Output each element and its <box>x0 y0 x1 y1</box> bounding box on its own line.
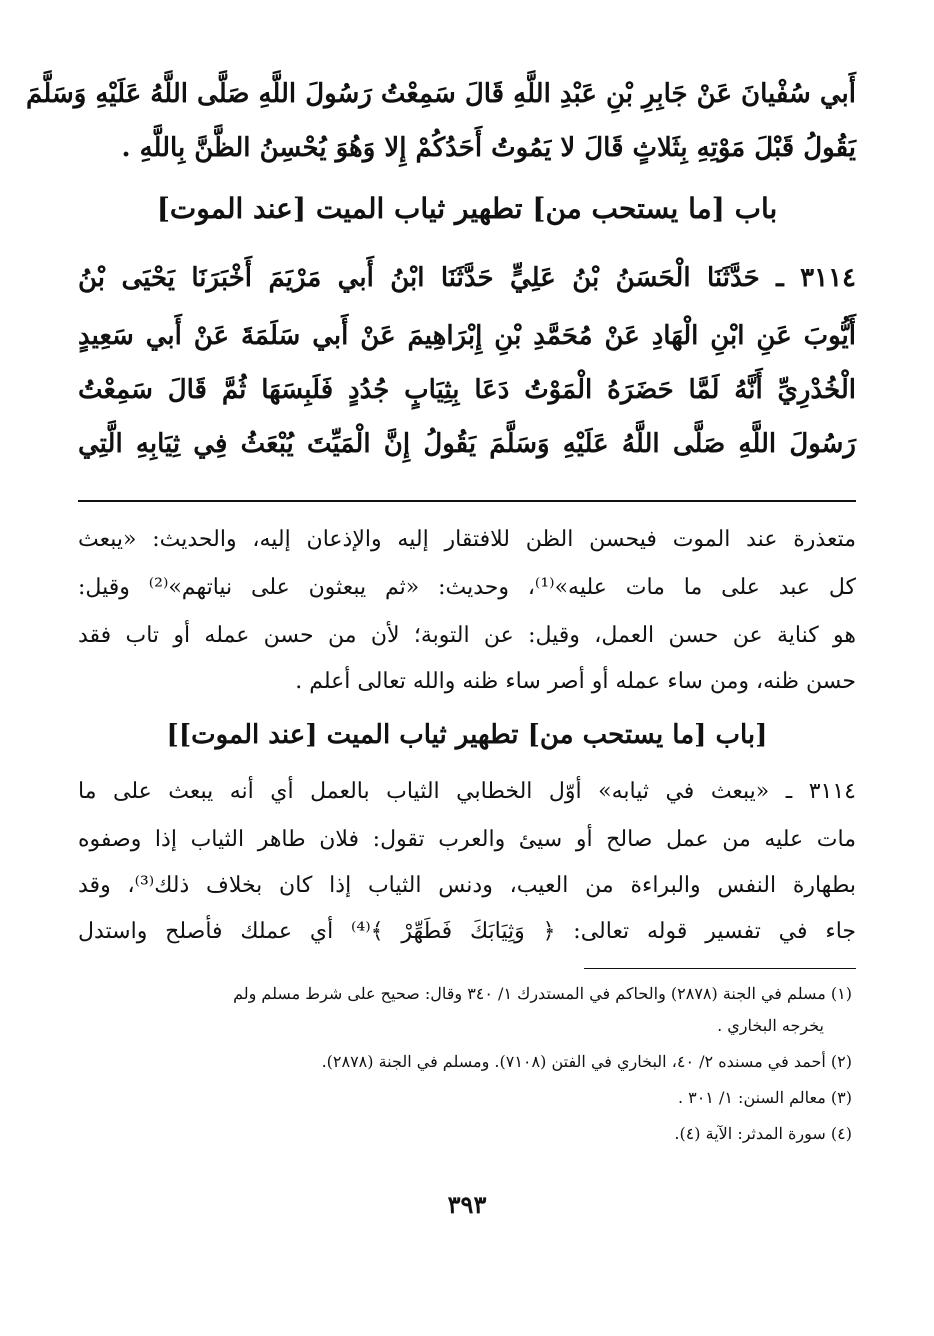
hadith-3114-line-2: أَيُّوبَ عَنِ ابْنِ الْهَادِ عَنْ مُحَمَّدِ بْنِ إِبْرَاهِيمَ عَنْ أَبي سَلَمَةَ عَنْ أَبي سَعِيدٍ <box>78 321 856 351</box>
page-number: ٣٩٣ <box>447 1190 487 1219</box>
hadith-continuation-line-2: يَقُولُ قَبْلَ مَوْتِهِ بِثَلاثٍ قَالَ لا يَمُوتُ أَحَدُكُمْ إِلا وَهُوَ يُحْسِنُ الظَّنَّ بِاللَّهِ . <box>121 133 856 163</box>
commentary-line-4: حسن ظنه، ومن ساء عمله أو أصر ساء ظنه والله تعالى أعلم . <box>295 669 856 694</box>
hadith-3114-line-1: ٣١١٤ ـ حَدَّثَنَا الْحَسَنُ بْنُ عَلِيٍّ حَدَّثَنَا ابْنُ أَبي مَرْيَمَ أَخْبَرَنَا يَحْيَى بْنُ <box>78 263 856 293</box>
footnote-4: (٤) سورة المدثر: الآية (٤). <box>674 1124 852 1143</box>
footnote-2: (٢) أحمد في مسنده ٢/ ٤٠، البخاري في الفتن (٧١٠٨). ومسلم في الجنة (٢٨٧٨). <box>321 1052 852 1071</box>
footnote-3: (٣) معالم السنن: ١/ ٣٠١ . <box>677 1088 852 1107</box>
commentary-line-1: متعذرة عند الموت فيحسن الظن للافتقار إليه والإذعان إليه، والحديث: «يبعث <box>78 527 856 552</box>
hadith-3114-line-4: رَسُولَ اللَّهِ صَلَّى اللَّهُ عَلَيْهِ وَسَلَّمَ يَقُولُ إِنَّ الْمَيِّتَ يُبْعَثُ فِي ثِيَابِهِ الَّتِي <box>78 429 856 459</box>
footnote-1-continuation: يخرجه البخاري . <box>717 1016 824 1035</box>
separator-rule <box>78 500 856 502</box>
footnote-1: (١) مسلم في الجنة (٢٨٧٨) والحاكم في المستدرك ١/ ٣٤٠ وقال: صحيح على شرط مسلم ولم <box>233 984 852 1003</box>
commentary-3114-line-2: مات عليه من عمل صالح أو سيئ والعرب تقول: فلان طاهر الثياب إذا وصفوه <box>78 827 856 852</box>
commentary-3114-line-3: بطهارة النفس والبراءة من العيب، ودنس الثياب إذا كان بخلاف ذلك⁽³⁾، وقد <box>78 873 856 898</box>
hadith-continuation-line-1: أَبي سُفْيانَ عَنْ جَابِرِ بْنِ عَبْدِ اللَّهِ قَالَ سَمِعْتُ رَسُولَ اللَّهِ صَلَّى اللَّهُ عَلَيْهِ وَسَلَّمَ <box>26 79 856 109</box>
hadith-3114-line-3: الْخُدْرِيِّ أَنَّهُ لَمَّا حَضَرَهُ الْمَوْتُ دَعَا بِثِيَابٍ جُدُدٍ فَلَبِسَهَا ثُمَّ قَالَ سَمِعْتُ <box>78 375 856 405</box>
chapter-heading: باب [ما يستحب من] تطهير ثياب الميت [عند الموت] <box>156 192 778 225</box>
footnote-separator <box>584 968 856 969</box>
commentary-3114-line-1: ٣١١٤ ـ «يبعث في ثيابه» أوّل الخطابي الثياب بالعمل أي أنه يبعث على ما <box>78 779 856 804</box>
commentary-3114-line-4: جاء في تفسير قوله تعالى: ﴿ وَثِيَابَكَ فَطَهِّرْ ﴾⁽⁴⁾ أي عملك فأصلح واستدل <box>78 919 856 944</box>
commentary-line-3: هو كناية عن حسن العمل، وقيل: عن التوبة؛ لأن من حسن عمله أو تاب فقد <box>78 623 856 648</box>
commentary-line-2: كل عبد على ما مات عليه»⁽¹⁾، وحديث: «ثم يبعثون على نياتهم»⁽²⁾ وقيل: <box>78 575 857 600</box>
commentary-chapter-heading: [باب [ما يستحب من] تطهير ثياب الميت [عند الموت]] <box>166 720 768 750</box>
